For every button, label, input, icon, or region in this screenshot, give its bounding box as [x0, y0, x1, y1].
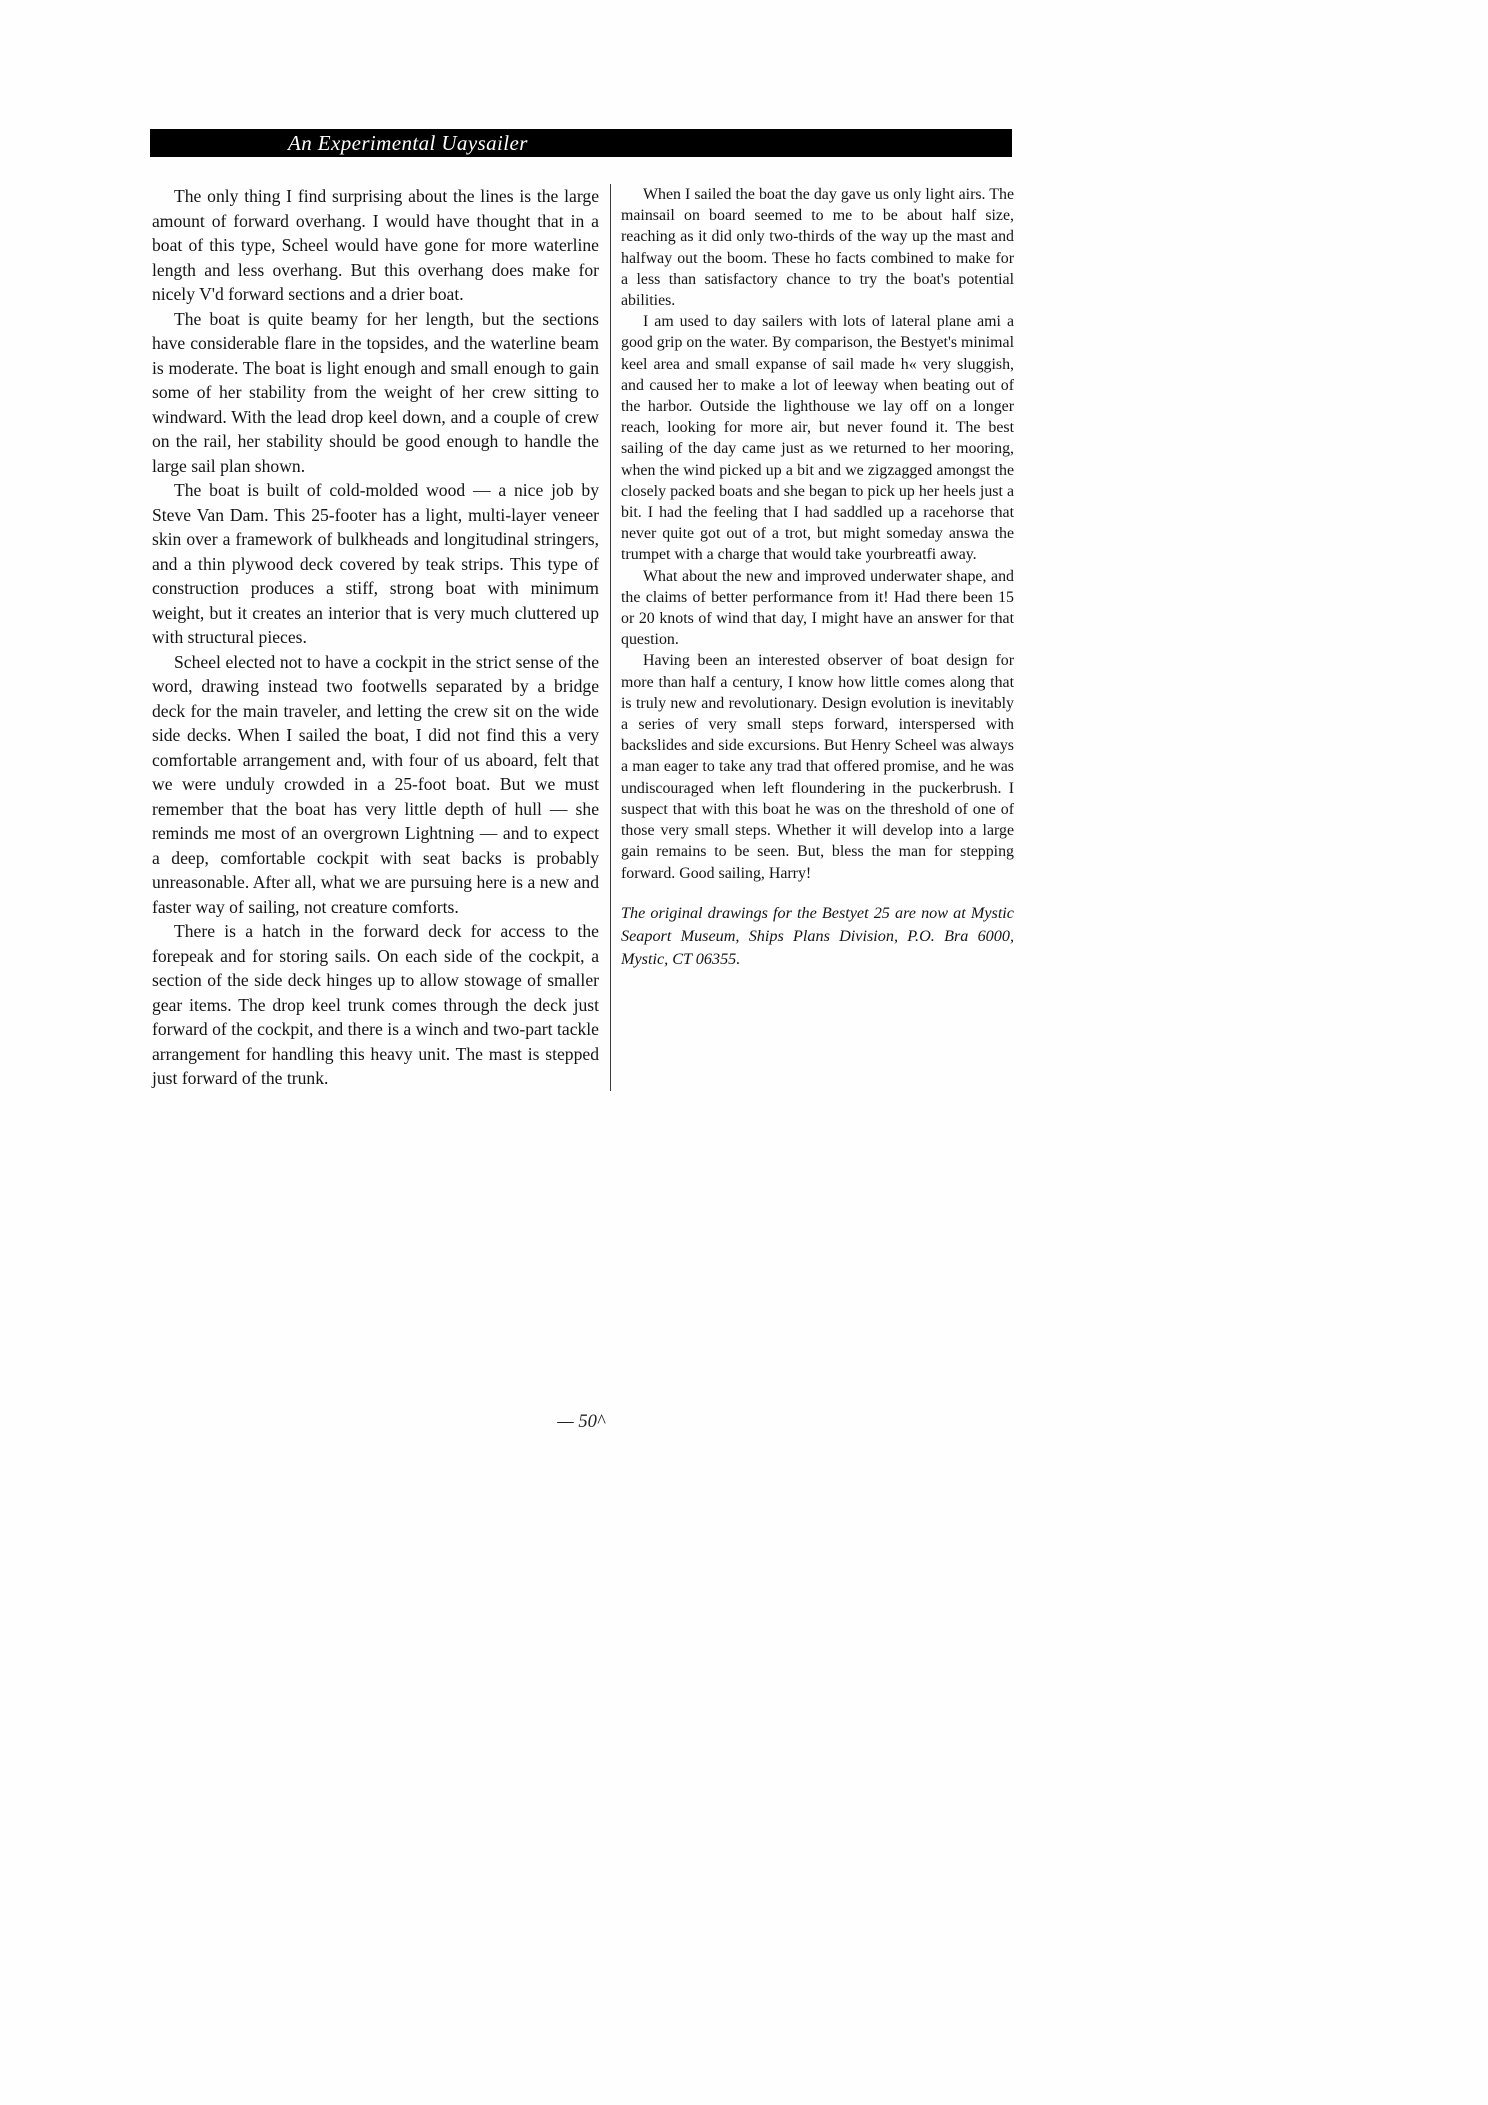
paragraph: I am used to day sailers with lots of lateral plane ami a good grip on the water. By comparison, the Bestyet's minimal keel area and small expanse of sail made h« very sluggish, and caused her to make a lot of leeway when beating out of the harbor. Outside the lighthouse we lay off on a longer reach, looking for more air, but never found it. The best sailing of the day came just as we returned to her mooring, when the wind picked up a bit and we zigzagged amongst the closely packed boats and she began to pick up her heels just a bit. I had the feeling that I had saddled up a racehorse that never quite got out of a trot, but might someday answa the trumpet with a charge that would take yourbreatfi away. — [621, 313, 1014, 564]
page-number: — 50^ — [557, 1412, 605, 1432]
header-bar — [150, 129, 1012, 157]
paragraph: There is a hatch in the forward deck for access to the forepeak and for storing sails. On each side of the cockpit, a section of the side deck hinges up to allow stowage of smaller gear items. The drop keel trunk comes through the deck just forward of the cockpit, and there is a winch and two-part tackle arrangement for handling this heavy unit. The mast is stepped just forward of the trunk. — [152, 921, 599, 1088]
paragraph: The boat is built of cold-molded wood — a nice job by Steve Van Dam. This 25-footer has a light, multi-layer veneer skin over a framework of bulkheads and longitudinal stringers, and a thin plywood deck covered by teak strips. This type of construction produces a stiff, strong boat with minimum weight, but it creates an interior that is very much cluttered up with structural pieces. — [152, 480, 599, 647]
column-divider — [610, 184, 611, 1091]
paragraph: When I sailed the boat the day gave us only light airs. The mainsail on board seemed to me to be about half size, reaching as it did only two-thirds of the way up the mast and halfway out the boom. These ho facts combined to make for a less than satisfactory chance to try the boat's potential abilities. — [621, 186, 1014, 310]
paragraph: The only thing I find surprising about the lines is the large amount of forward overhang. I would have thought that in a boat of this type, Scheel would have gone for more waterline length and less overhang. But this overhang does make for nicely V'd forward sections and a drier boat. — [152, 186, 599, 304]
paragraph: Having been an interested observer of boat design for more than half a century, I know how little comes along that is truly new and revolutionary. Design evolution is inevitably a series of very small steps forward, interspersed with backslides and side excursions. But Henry Scheel was always a man eager to take any trad that offered promise, and he was undiscouraged when left floundering in the puckerbrush. I suspect that with this boat he was on the threshold of one of those very small steps. Whether it will develop into a large gain remains to be seen. But, bless the man for stepping forward. Good sailing, Harry! — [621, 652, 1014, 882]
page-title: An Experimental Uaysailer — [288, 131, 528, 155]
paragraph: What about the new and improved underwater shape, and the claims of better performance from it! Had there been 15 or 20 knots of wind that day, I might have an answer for that question. — [621, 567, 1014, 649]
right-column — [621, 184, 1014, 1091]
footnote: The original drawings for the Bestyet 25 are now at Mystic Seaport Museum, Ships Plans Division, P.O. Bra 6000, Mystic, CT 06355. — [621, 903, 1014, 968]
left-column — [152, 184, 599, 1091]
article-body — [152, 184, 1014, 1091]
paragraph: Scheel elected not to have a cockpit in the strict sense of the word, drawing instead two footwells separated by a bridge deck for the main traveler, and letting the crew sit on the wide side decks. When I sailed the boat, I did not find this a very comfortable arrangement and, with four of us aboard, felt that we were unduly crowded in a 25-foot boat. But we must remember that the boat has very little depth of hull — she reminds me most of an overgrown Lightning — and to expect a deep, comfortable cockpit with seat backs is probably unreasonable. After all, what we are pursuing here is a new and faster way of sailing, not creature comforts. — [152, 651, 599, 917]
paragraph: The boat is quite beamy for her length, but the sections have considerable flare in the topsides, and the waterline beam is moderate. The boat is light enough and small enough to gain some of her stability from the weight of her crew sitting to windward. With the lead drop keel down, and a couple of crew on the rail, her stability should be good enough to handle the large sail plan shown. — [152, 308, 599, 476]
